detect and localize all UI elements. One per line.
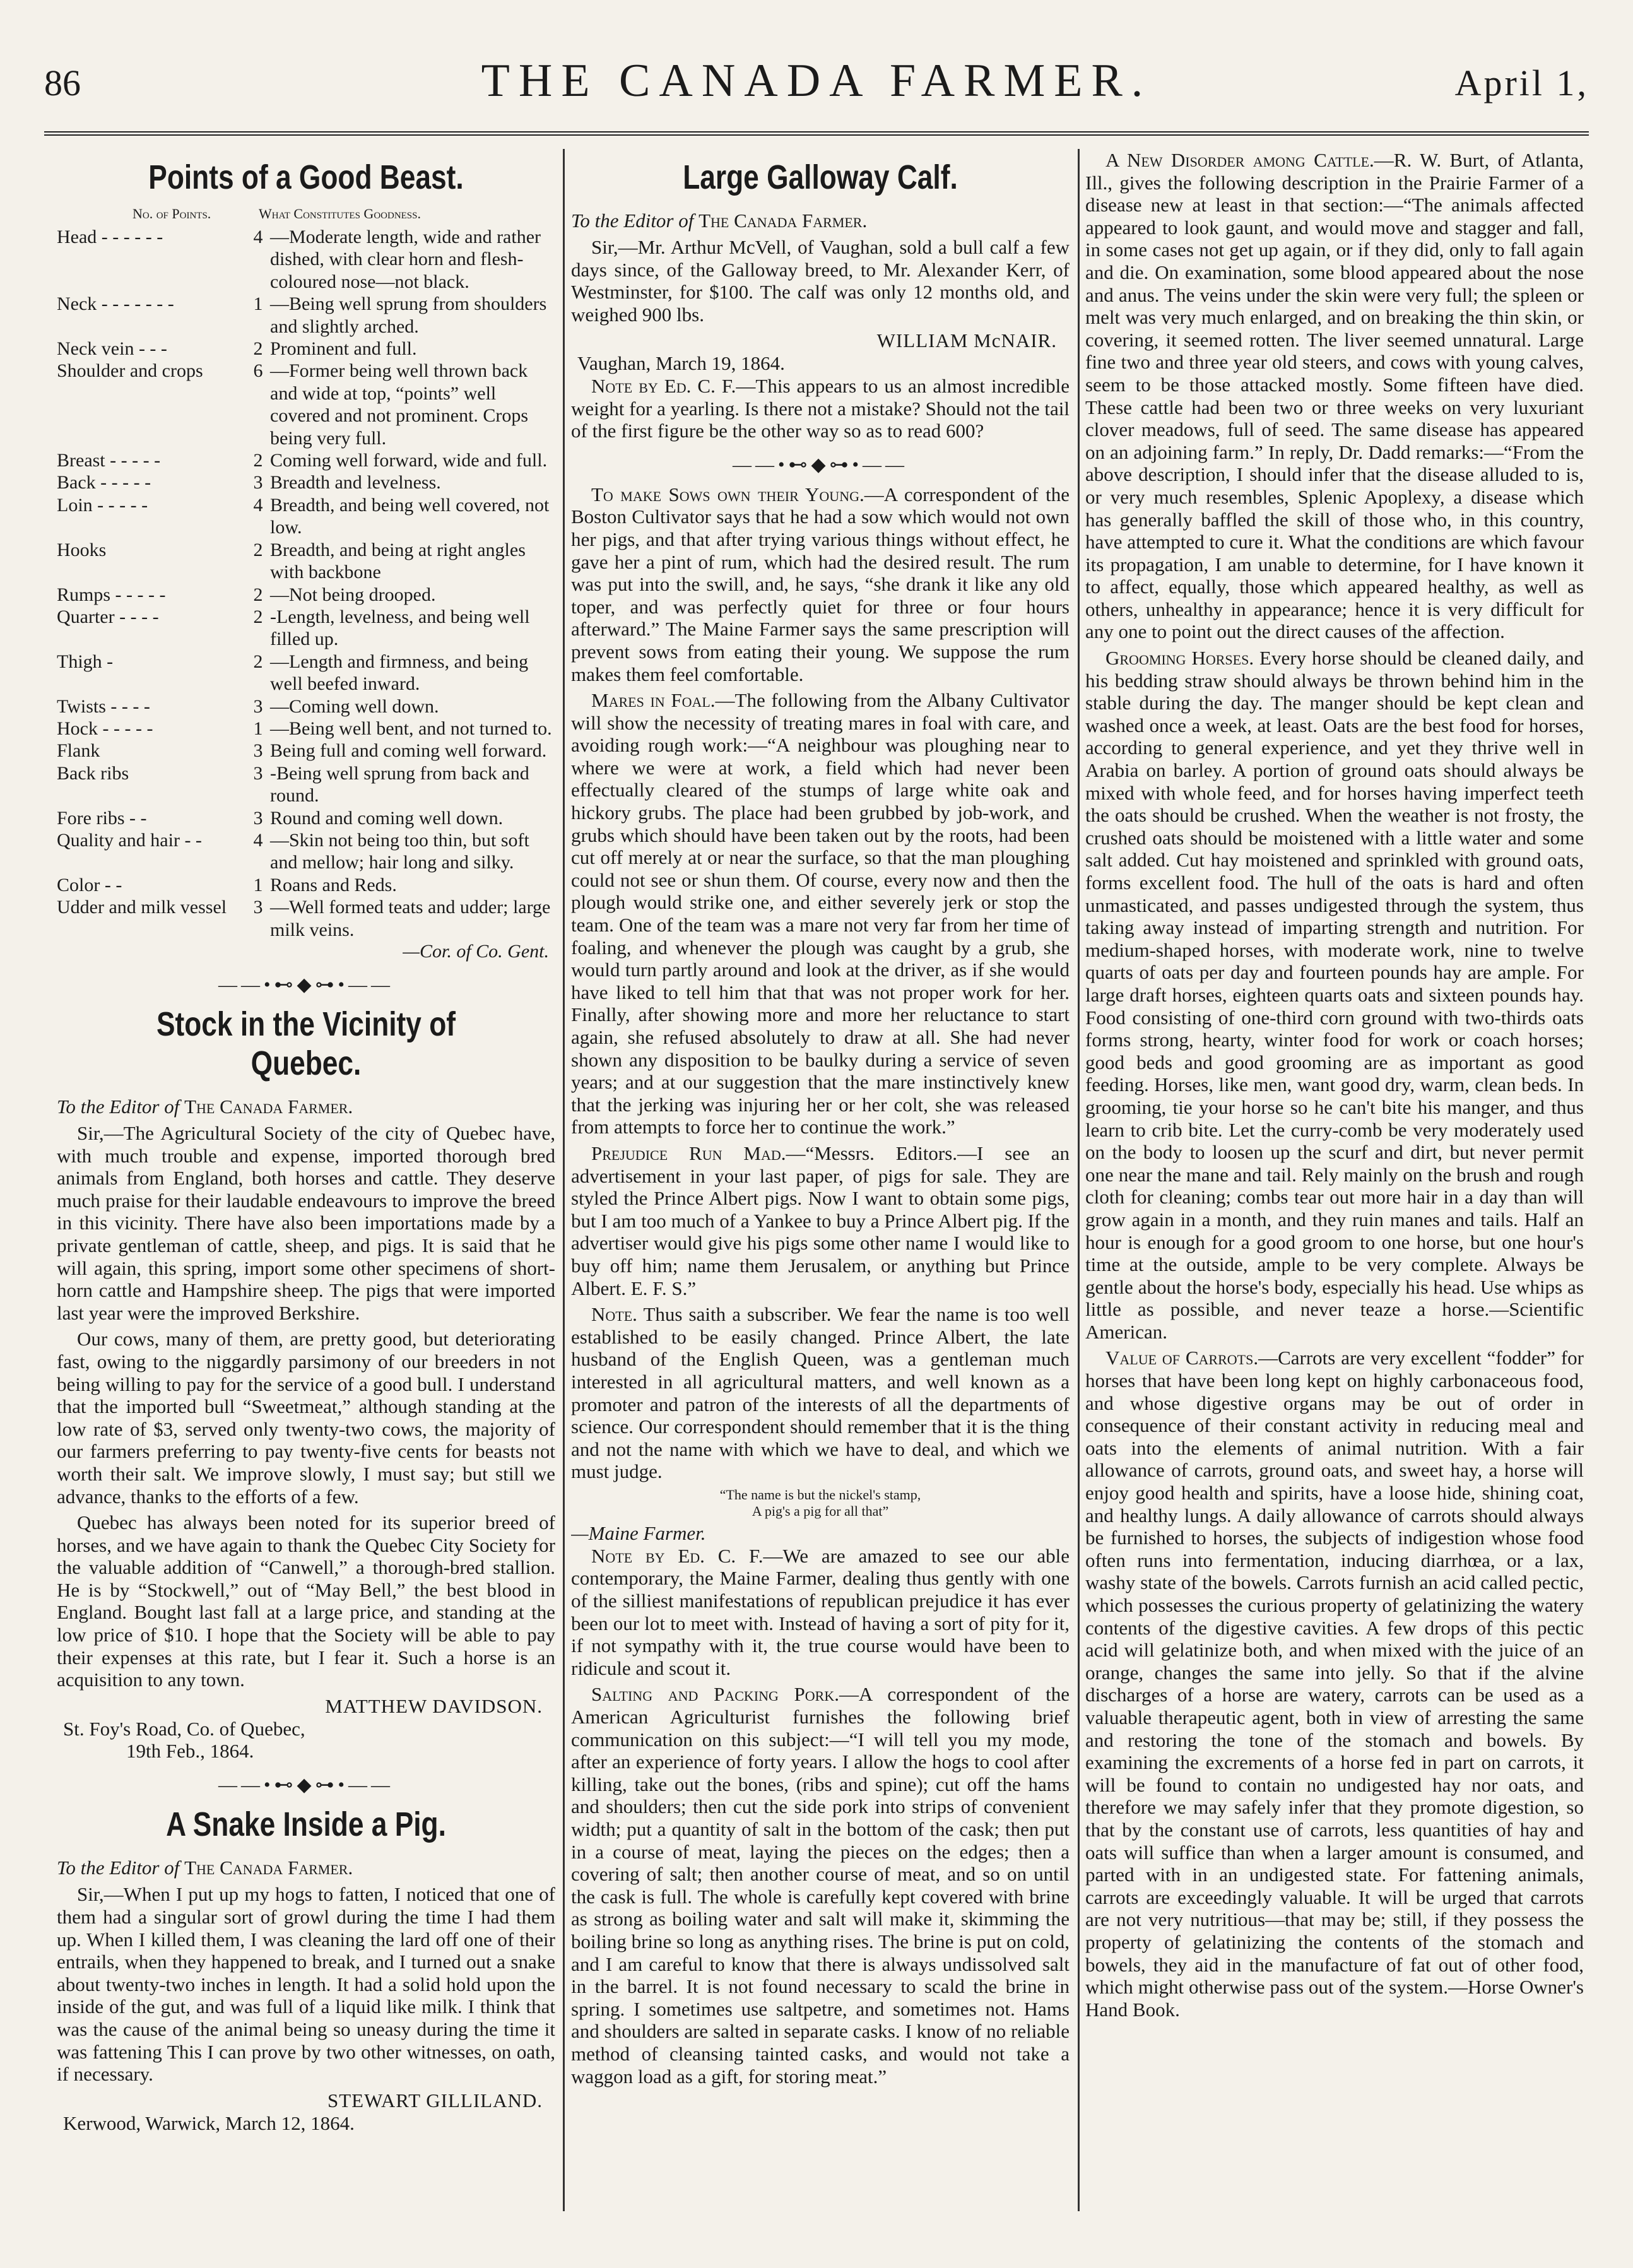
point-description: —Skin not being too thin, but soft and mellow; hair long and silky. bbox=[270, 829, 529, 873]
goodness-col-header: What Constitutes Goodness. bbox=[259, 206, 421, 221]
column-1 bbox=[57, 149, 555, 2211]
point-name: Back - - - - - bbox=[57, 472, 151, 493]
note-lead: Note by Ed. C. F. bbox=[591, 374, 736, 397]
place-line: Vaughan, March 19, 1864. bbox=[577, 352, 785, 375]
paragraph bbox=[1085, 149, 1584, 643]
paragraph bbox=[1085, 1347, 1584, 2021]
point-description: —Moderate length, wide and rather dished, with clear horn and flesh-coloured nose—not black. bbox=[270, 227, 541, 292]
point-name: Quality and hair - - bbox=[57, 829, 202, 851]
point-name: Head - - - - - - bbox=[57, 227, 163, 247]
point-description: Coming well forward, wide and full. bbox=[270, 450, 548, 471]
column-2 bbox=[571, 149, 1070, 2211]
paragraph-text: —R. W. Burt, of Atlanta, Ill., gives the following description in the Prairie Farmer of a disease new at least in that section:—“The animals affected appeared to look gaunt, and would move and stagger and fall, in some cases not get up again, or if they did, only to fall again and die. On examination, some blood appeared about the nose and anus. The veins under the skin were very full; the spleen or melt was very much enlarged, and on breaking the thin skin, or covering, it seemed rotten. The liver seemed unnatural. Large fine two and three year old steers, and cows with young calves, seem to be those attacked mostly. Some fifteen have died. These cattle had been two or three weeks on very luxuriant clover meadows, full of seed. The same disease has appeared on an adjoining farm.” In reply, Dr. Dadd remarks:—“From the above description, I should infer that the disease alluded to is, or very much resembles, Splenic Apoplexy, a disease which has generally baffled the skill of those who, in this country, have attempted to cure it. What the conditions are which favour its propagation, I am unable to determine, for I have known it to affect, equally, those which appeared healthy, as well as others, unhealthy in appearance; hence it is very difficult for any one to point out the direct causes of the affection. bbox=[1085, 149, 1584, 643]
note-text: —This appears to us an almost incredible weight for a yearling. Is there not a mistake? Should not the tail of the first figure be the other way so as to read 600? bbox=[571, 374, 1070, 442]
editor-note bbox=[571, 1545, 1070, 1680]
paragraph bbox=[571, 1142, 1070, 1299]
points-row bbox=[57, 874, 555, 896]
paragraph-lead: Salting and Packing Pork. bbox=[591, 1683, 839, 1706]
point-description: —Well formed teats and udder; large milk veins. bbox=[270, 897, 551, 940]
paragraph: Sir,—Mr. Arthur McVell, of Vaughan, sold a bull calf a few days since, of the Galloway breed, to Mr. Alexander Kerr, of Westminster, for $100. The calf was only 12 months old, and weighed 900 lbs. bbox=[571, 236, 1070, 326]
points-col-header: No. of Points. bbox=[133, 206, 211, 221]
points-row bbox=[57, 494, 555, 539]
article-heading: Points of a Good Beast. bbox=[148, 158, 464, 196]
paragraph-text: —The following from the Albany Cultivator will show the necessity of treating mares in foal with care, and avoiding rough work:—“A neighbour was ploughing near to where we were at work, a field which had never been effectually cleared of the stumps of large white oak and hickory grubs. The place had been grubbed by job-work, and grubs which should have been taken out by the roots, had been cut off merely at or near the surface, so that the man ploughing could not see or shun them. Of course, every now and then the plough would strike one, and either severely jerk or stop the team. One of the team was a mare not very far from her time of foaling, and whenever the plough was caught by a grub, she would turn partly around and look at the driver, as if she would have liked to tell him that that was not proper work for her. Finally, after showing more and more her reluctance to start again, she refused absolutely to draw at all. She had never shown any disposition to be baulky during a service of seven years; and at our suggestion that the mare instinctively knew that the jerking was injuring her or her colt, she was released from attempts to force her to continue the work.” bbox=[571, 689, 1070, 1138]
point-name: Breast - - - - - bbox=[57, 450, 161, 471]
point-name: Neck - - - - - - - bbox=[57, 293, 174, 315]
point-value: 2 bbox=[253, 450, 263, 471]
point-description: -Length, levelness, and being well filled up. bbox=[270, 606, 530, 650]
paragraph-text: Every horse should be cleaned daily, and his bedding straw should always be thrown behind him in the stable during the day. The manger should be kept clean and washed once a week, at least. Oats are the best food for horses, according to general experience, and yet they thrive well in Arabia on barley. A portion of ground oats should always be mixed with whole feed, and for horses having imperfect teeth the oats should be crushed. When the weather is not frosty, the crushed oats should be moistened with a little water and some salt added. Cut hay moistened and sprinkled with ground oats, forms excellent food. The hull of the oats is hard and often unmasticated, and passes undigested through the system, thus taking away instead of imparting strength and nutrition. For medium-shaped horses, with moderate work, nine to twelve quarts of oats per day and fourteen pounds hay are ample. For large draft horses, eighteen quarts oats and sixteen pounds hay. Food consisting of one-third corn ground with two-thirds oats forms strong, hearty, winter food for work or coach horses; good beds and good grooming are as important as good feeding. Horses, like men, want good dry, warm, clean beds. In grooming, tie your horse so he can't bite his manger, and thus learn to crib bite. Let the curry-comb be very moderately used on the body to loosen up the scurf and dirt, but never permit one near the mane and tail. Rely mainly on the brush and rough cloth for cleaning; combs tear out more hair in a day than will grow again in a month, and they ruin manes and tails. Half an hour is enough for a good groom to one horse, but one hour's time at the outside, ample to be very complete. Always be gentle about the horse's body, especially his head. Use whips as little as possible, and never teaze a horse.—Scientific American. bbox=[1085, 647, 1584, 1343]
point-name: Back ribs bbox=[57, 762, 129, 784]
point-description: Breadth, and being well covered, not low. bbox=[270, 494, 550, 538]
point-value: 2 bbox=[253, 584, 263, 605]
quote-source: —Maine Farmer. bbox=[571, 1521, 706, 1544]
point-description: -Being well sprung from back and round. bbox=[270, 762, 529, 806]
points-row bbox=[57, 762, 555, 807]
point-description: Being full and coming well forward. bbox=[270, 740, 547, 762]
note-text: Thus saith a subscriber. We fear the name is too well established to be easily changed. Prince Albert, the late husband of the English Queen, was a gentleman much interested in all agricultural matters, and well known as a promoter and patron of the interests of all the departments of science. Our correspondent should remember that it is the thing and not the name with which we have to deal, and which we must judge. bbox=[571, 1303, 1070, 1483]
paragraph-text: —“Messrs. Editors.—I see an advertisement in your last paper, of pigs for sale. They are styled the Prince Albert pigs. Now I want to obtain some pigs, but I am too much of a Yankee to buy a Prince Albert pig. If the advertiser would give his pigs some other name I would like to buy off him; name them Jerusalem, or anything but Prince Albert. E. F. S.” bbox=[571, 1142, 1070, 1299]
points-row bbox=[57, 360, 555, 449]
point-description: Roans and Reds. bbox=[270, 874, 397, 895]
point-description: Round and coming well down. bbox=[270, 807, 504, 829]
points-row bbox=[57, 293, 555, 338]
points-row bbox=[57, 606, 555, 651]
paragraph-text: —A correspondent of the American Agriculturist furnishes the following brief communication on this subject:—“I will tell you my mode, after an experience of forty years. I allow the hogs to cool after killing, take out the bones, (ribs and spine); cut off the hams and shoulders; then cut the side pork into strips of convenient width; put a quantity of salt in the bottom of the cask; then put in a course of meat, laying the pieces on the edges; then a covering of salt; then another course of meat, and so on until the cask is full. The whole is carefully kept covered with brine as strong as boiling water and salt will make it, skimming the boiling brine so long as anything rises. The brine is put on cold, and I am careful to know that there is always undissolved salt in the barrel. It is not found necessary to scald the brine in spring. I sometimes use saltpetre, and sometimes not. Hams and shoulders are salted in separate casks. I know of no reliable method of cleansing tainted casks, and would not take a waggon load as a gift, for storing meat.” bbox=[571, 1683, 1070, 2088]
points-row bbox=[57, 829, 555, 874]
points-table bbox=[57, 226, 555, 941]
note-lead: Note by Ed. C. F. bbox=[591, 1544, 763, 1567]
column-divider bbox=[1078, 149, 1080, 2211]
signature: STEWART GILLILAND. bbox=[327, 2089, 543, 2111]
verse-line: “The name is but the nickel's stamp, bbox=[719, 1486, 921, 1503]
paragraph: Sir,—The Agricultural Society of the city of Quebec have, with much trouble and expense, imported thorough bred animals from England, both horses and cattle. They deserve much praise for their laudable endeavours to improve the breed in this vicinity. There have also been importations made by a private gentleman of cattle, sheep, and pigs. It is said that he will again, this spring, import some other specimens of short-horn cattle and Hampshire sheep. The pigs that were imported last year were the improved Berkshire. bbox=[57, 1122, 555, 1324]
point-name: Udder and milk vessel bbox=[57, 897, 227, 918]
column-divider bbox=[563, 149, 565, 2211]
points-row bbox=[57, 740, 555, 762]
point-value: 4 bbox=[253, 227, 263, 247]
paragraph bbox=[571, 689, 1070, 1138]
point-name: Neck vein - - - bbox=[57, 338, 167, 360]
point-name: Thigh - bbox=[57, 651, 114, 672]
salutation-text: To the Editor of bbox=[57, 1857, 180, 1879]
section-ornament: ——•⊷◆⊶•—— bbox=[218, 974, 394, 995]
point-description: Breadth and levelness. bbox=[270, 472, 441, 493]
point-value: 2 bbox=[253, 338, 263, 360]
point-value: 3 bbox=[253, 740, 263, 762]
points-row bbox=[57, 226, 555, 293]
place-line: Kerwood, Warwick, March 12, 1864. bbox=[63, 2111, 355, 2134]
points-row bbox=[57, 718, 555, 740]
point-description: —Being well bent, and not turned to. bbox=[270, 718, 552, 739]
point-value: 3 bbox=[253, 762, 263, 784]
paper-title: THE CANADA FARMER. bbox=[481, 55, 1152, 107]
paragraph: Sir,—When I put up my hogs to fatten, I noticed that one of them had a singular sort of growl during the time I had them up. When I killed them, I was cleaning the lard off one of their entrails, when they happened to break, and I turned out a snake about twenty-two inches in length. It had a solid hold upon the inside of the gut, and was full of a liquid like milk. I think that was the cause of the animal being so uneasy during the time it was fattening This I can prove by two other witnesses, on oath, if necessary. bbox=[57, 1883, 555, 2086]
point-description: Prominent and full. bbox=[270, 338, 417, 360]
editor-note bbox=[571, 375, 1070, 442]
paragraph-text: —Carrots are very excellent “fodder” for horses that have been long kept on highly carbonaceous food, and whose digestive organs may be out of order in consequence of their constant activity in reducing meal and oats into the elements of animal nutrition. With a fair allowance of carrots, ground oats, and sweet hay, a horse will enjoy good health and spirits, have a loose hide, shining coat, and healthy lungs. A daily allowance of carrots should always be furnished to horses, the subjects of indigestion whose food often runs into fermentation, inducing diarrhœa, or a lax, washy state of the bowels. Carrots furnish an acid called pectic, which possesses the curious property of gelatinizing the watery contents of the digestive cavities. A few drops of this pectic acid will gelatinize both, and when mixed with the juice of an orange, changes the same into jelly. So that if the alvine discharges of a horse are watery, carrots can be used as a valuable therapeutic agent, both in view of arresting the same and restoring the tone of the stomach and bowels. By examining the excrements of a horse fed in part on carrots, it will be found to contain no undigested hay nor oats, and therefore we may safely infer that they promote digestion, so that by the constant use of carrots, less quantities of hay and oats will suffice than when a larger amount is consumed, and parted with in an undigested state. For fattening animals, carrots are exceedingly valuable. It will be urged that carrots are not very nutritious—that may be; still, if they possess the property of gelatinizing the contents of the stomach and bowels, they aid in the manufacture of fat out of other food, which might otherwise pass out of the system.—Horse Owner's Hand Book. bbox=[1085, 1347, 1584, 2021]
points-row bbox=[57, 539, 555, 584]
paragraph bbox=[571, 1683, 1070, 2088]
point-value: 1 bbox=[253, 293, 263, 315]
paragraph-lead: Grooming Horses. bbox=[1105, 647, 1254, 670]
article-source: —Cor. of Co. Gent. bbox=[403, 941, 549, 962]
paragraph: Quebec has always been noted for its superior breed of horses, and we have again to thank the Quebec City Society for the valuable addition of “Canwell,” a thorough-bred stallion. He is by “Stockwell,” out of “May Bell,” the best blood in England. Bought last fall at a large price, and standing at the low price of $10. I hope that the Society will be able to pay their expenses at this rate, but I fear it. Such a horse is an acquisition to any town. bbox=[57, 1511, 555, 1691]
paragraph bbox=[1085, 647, 1584, 1343]
section-ornament: ——•⊷◆⊶•—— bbox=[732, 454, 909, 475]
point-name: Flank bbox=[57, 740, 100, 762]
paragraph-lead: Value of Carrots. bbox=[1105, 1347, 1259, 1369]
points-row bbox=[57, 695, 555, 718]
points-row bbox=[57, 651, 555, 695]
points-row bbox=[57, 449, 555, 471]
point-description: —Former being well thrown back and wide at top, “points” well covered and not prominent. Crops being very full. bbox=[270, 360, 529, 449]
points-table-header bbox=[133, 206, 555, 222]
point-value: 4 bbox=[253, 829, 263, 851]
salutation-name: The Canada Farmer. bbox=[184, 1857, 353, 1879]
paragraph-lead: Prejudice Run Mad. bbox=[591, 1142, 786, 1164]
point-name: Color - - bbox=[57, 874, 122, 895]
point-name: Rumps - - - - - bbox=[57, 584, 166, 605]
salutation-text: To the Editor of bbox=[57, 1096, 180, 1118]
salutation bbox=[57, 1857, 555, 1879]
article-heading: A Snake Inside a Pig. bbox=[166, 1805, 446, 1844]
point-value: 3 bbox=[253, 807, 263, 829]
point-value: 3 bbox=[253, 472, 263, 493]
point-name: Hooks bbox=[57, 539, 107, 560]
point-description: —Length and firmness, and being well beefed inward. bbox=[270, 651, 529, 695]
editor-note bbox=[571, 1303, 1070, 1483]
point-value: 3 bbox=[253, 897, 263, 918]
points-row bbox=[57, 896, 555, 941]
salutation-name: The Canada Farmer. bbox=[184, 1096, 353, 1118]
paragraph-lead: Mares in Foal. bbox=[591, 689, 716, 712]
point-value: 2 bbox=[253, 539, 263, 560]
issue-date: April 1, bbox=[1454, 62, 1589, 103]
section-ornament: ——•⊷◆⊶•—— bbox=[218, 1775, 394, 1796]
point-value: 3 bbox=[253, 695, 263, 717]
date-line: 19th Feb., 1864. bbox=[126, 1740, 254, 1763]
point-description: —Not being drooped. bbox=[270, 584, 436, 605]
point-name: Fore ribs - - bbox=[57, 807, 147, 829]
points-row bbox=[57, 471, 555, 493]
point-name: Twists - - - - bbox=[57, 695, 150, 717]
paragraph bbox=[571, 483, 1070, 685]
column-3 bbox=[1085, 149, 1584, 2211]
verse-line: A pig's a pig for all that” bbox=[752, 1503, 889, 1519]
paragraph: Our cows, many of them, are pretty good, but deteriorating fast, owing to the niggardly parsimony of our breeders in not being willing to pay for the service of a good bull. I understand that the imported bull “Sweetmeat,” although standing at the low rate of $3, served only twenty-two cows, the majority of our farmers preferring to pay twenty-five cents for beasts not worth their salt. We improve slowly, I must say; but still we advance, thanks to the efforts of a few. bbox=[57, 1328, 555, 1508]
point-value: 1 bbox=[253, 718, 263, 739]
paragraph-lead: A New Disorder among Cattle. bbox=[1105, 149, 1374, 171]
point-description: —Coming well down. bbox=[270, 695, 439, 717]
point-value: 4 bbox=[253, 494, 263, 516]
note-lead: Note. bbox=[591, 1303, 637, 1326]
verse-quote bbox=[571, 1487, 1070, 1520]
point-value: 6 bbox=[253, 360, 263, 382]
point-description: Breadth, and being at right angles with backbone bbox=[270, 539, 526, 583]
point-name: Loin - - - - - bbox=[57, 494, 148, 516]
masthead-rule bbox=[44, 131, 1589, 136]
note-text: —We are amazed to see our able contemporary, the Maine Farmer, dealing thus gently with one of the silliest manifestations of republican prejudice it has ever been our lot to meet with. Instead of having a sort of pity for it, if not sympathy with it, the true course would have been to ridicule and scout it. bbox=[571, 1544, 1070, 1679]
point-name: Shoulder and crops bbox=[57, 360, 203, 382]
signature: MATTHEW DAVIDSON. bbox=[325, 1694, 543, 1717]
article-heading: Large Galloway Calf. bbox=[683, 158, 958, 196]
article-heading: Stock in the Vicinity of Quebec. bbox=[156, 1005, 456, 1082]
point-name: Quarter - - - - bbox=[57, 606, 159, 627]
place-line: St. Foy's Road, Co. of Quebec, bbox=[63, 1717, 305, 1740]
paragraph-lead: To make Sows own their Young. bbox=[591, 483, 864, 505]
point-description: —Being well sprung from shoulders and slightly arched. bbox=[270, 293, 547, 337]
signature: WILLIAM McNAIR. bbox=[876, 329, 1057, 352]
page-number: 86 bbox=[44, 62, 81, 103]
paragraph-text: —A correspondent of the Boston Cultivator says that he had a sow which would not own her pigs, and that after trying various things without effect, he gave her a pint of rum, which had the desired result. The rum was put into the swill, and, he says, “she drank it like any old toper, and was perfectly quiet for three or four hours afterward.” The Maine Farmer says the same prescription will prevent sows from eating their young. We suppose the rum makes them feel comfortable. bbox=[571, 483, 1070, 685]
point-value: 1 bbox=[253, 874, 263, 895]
points-row bbox=[57, 807, 555, 829]
salutation-text: To the Editor of bbox=[571, 210, 694, 232]
points-row bbox=[57, 584, 555, 606]
point-value: 2 bbox=[253, 651, 263, 672]
point-name: Hock - - - - - bbox=[57, 718, 153, 739]
salutation-name: The Canada Farmer. bbox=[699, 210, 868, 232]
point-value: 2 bbox=[253, 606, 263, 627]
points-row bbox=[57, 338, 555, 360]
salutation bbox=[571, 210, 1070, 232]
masthead bbox=[44, 24, 1589, 119]
salutation bbox=[57, 1096, 555, 1118]
